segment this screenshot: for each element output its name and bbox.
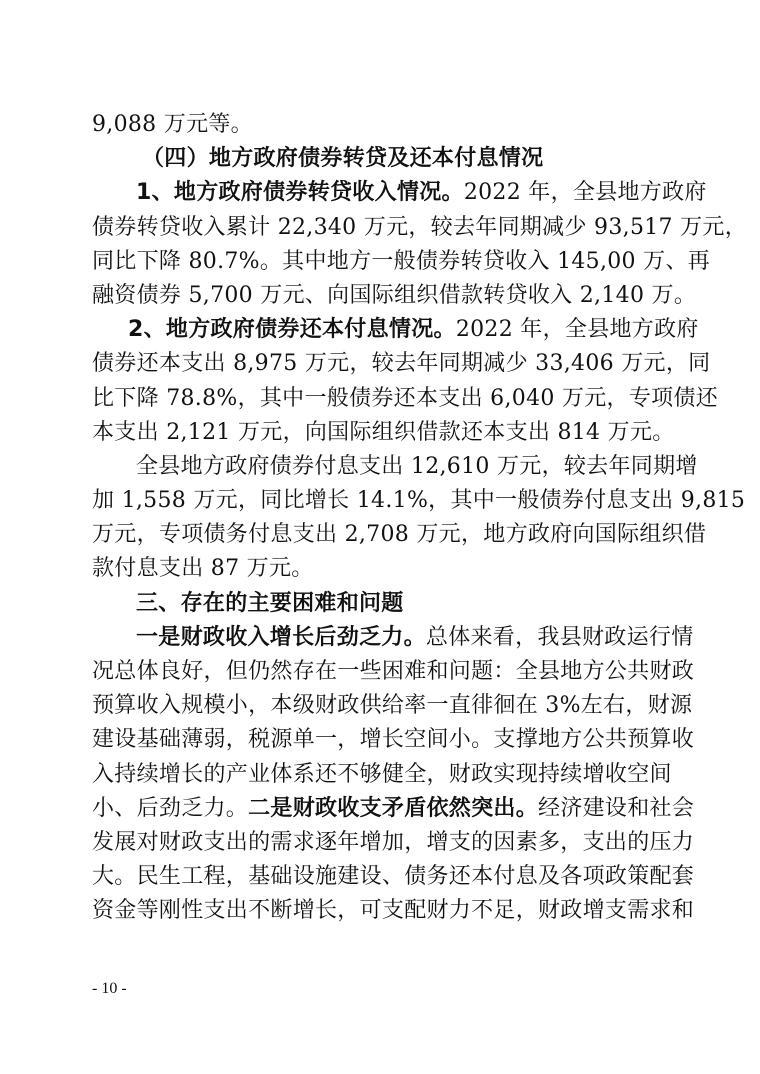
text-segment: 建设基础薄弱，税源单一，增长空间小。支撑地方公共预算收 <box>92 727 695 753</box>
text-segment: 资金等刚性支出不断增长，可支配财力不足，财政增支需求和 <box>92 898 695 924</box>
text-segment: 发展对财政支出的需求逐年增加，增支的因素多，支出的压力 <box>92 829 695 855</box>
paragraph-start-line <box>92 176 707 210</box>
text-segment: 比下降 78.8%，其中一般债券还本支出 6,040 万元，专项债还 <box>92 385 719 411</box>
text-segment: 本支出 2,121 万元，向国际组织借款还本支出 814 万元。 <box>92 419 675 445</box>
text-line <box>92 484 746 518</box>
text-line <box>92 211 748 245</box>
text-segment: 融资债券 5,700 万元、向国际组织借款转贷收入 2,140 万。 <box>92 282 697 308</box>
paragraph-start-line <box>92 450 698 484</box>
text-line <box>92 792 695 826</box>
paragraph-start-line <box>92 621 694 655</box>
text-line <box>92 826 695 860</box>
text-segment: 万元，专项债务付息支出 2,708 万元，地方政府向国际组织借 <box>92 522 707 548</box>
text-segment: 2022 年，全县地方政府 <box>463 180 707 206</box>
section-heading <box>92 142 672 176</box>
text-line <box>92 758 672 792</box>
text-line <box>92 689 693 723</box>
section-heading <box>92 587 672 621</box>
text-segment: 预算收入规模小，本级财政供给率一直徘徊在 3%左右，财源 <box>92 693 693 719</box>
text-segment: 同比下降 80.7%。其中地方一般债券转贷收入 145,00 万、再 <box>92 248 711 274</box>
text-line <box>92 416 675 450</box>
paragraph-heading: 一是财政收入增长后劲乏力。 <box>136 624 426 650</box>
text-segment: 款付息支出 87 万元。 <box>92 556 314 582</box>
text-segment: 债券还本支出 8,975 万元，较去年同期减少 33,406 万元，同 <box>92 351 711 377</box>
text-segment: 2022 年，全县地方政府 <box>455 317 699 343</box>
text-segment: 况总体良好，但仍然存在一些困难和问题：全县地方公共财政 <box>92 659 695 684</box>
text-line <box>92 382 719 416</box>
text-segment: 9,088 万元等。 <box>92 112 253 137</box>
paragraph-heading: 1、地方政府债券转贷收入情况。 <box>136 180 464 206</box>
text-line <box>92 655 695 689</box>
text-line <box>92 108 672 142</box>
text-line <box>92 279 697 313</box>
document-body <box>92 108 748 929</box>
text-segment: 小、后劲乏力。 <box>92 795 249 821</box>
text-line <box>92 347 711 381</box>
text-line <box>92 245 711 279</box>
text-segment: 经济建设和社会 <box>538 795 695 821</box>
paragraph-heading: 二是财政收支矛盾依然突出。 <box>248 795 539 821</box>
paragraph-heading: 2、地方政府债券还本付息情况。 <box>128 317 456 343</box>
text-segment: 总体来看，我县财政运行情 <box>425 624 694 650</box>
text-line <box>92 723 695 757</box>
text-segment: 加 1,558 万元，同比增长 14.1%，其中一般债券付息支出 9,815 <box>92 488 746 514</box>
text-segment: 三、存在的主要困难和问题 <box>136 590 404 616</box>
paragraph-start-line <box>92 313 699 347</box>
text-segment: 债券转贷收入累计 22,340 万元，较去年同期减少 93,517 万元， <box>92 214 748 240</box>
text-line <box>92 518 707 552</box>
text-line <box>92 894 695 928</box>
text-segment: 全县地方政府债券付息支出 12,610 万元，较去年同期增 <box>136 453 698 479</box>
text-line <box>92 860 695 894</box>
text-line <box>92 552 672 586</box>
page-number: - 10 - <box>92 980 127 997</box>
text-segment: 入持续增长的产业体系还不够健全，财政实现持续增收空间 <box>92 761 672 787</box>
text-segment: （四）地方政府债券转贷及还本付息情况 <box>142 146 544 172</box>
text-segment: 大。民生工程，基础设施建设、债务还本付息及各项政策配套 <box>92 864 695 890</box>
